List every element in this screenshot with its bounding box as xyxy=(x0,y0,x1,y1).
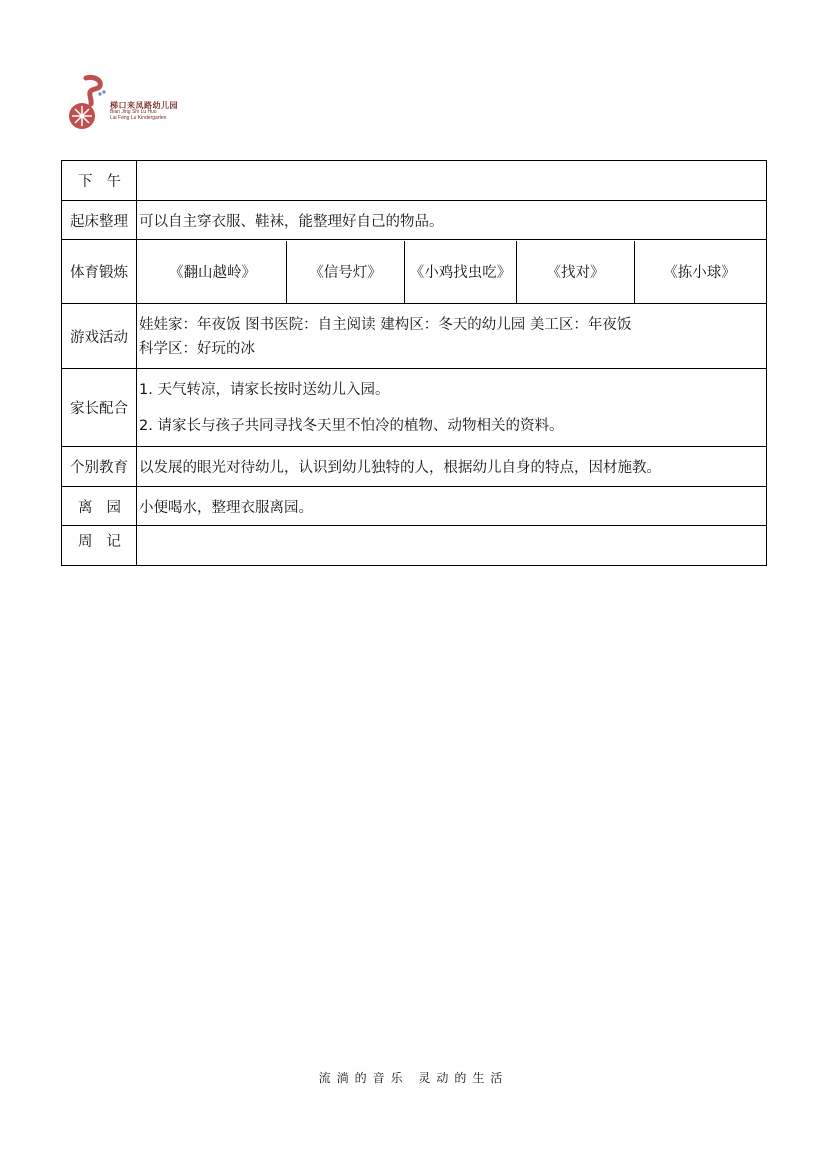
parents-line-2: 2. 请家长与孩子共同寻找冬天里不怕冷的植物、动物相关的资料。 xyxy=(139,417,564,434)
games-line-1: 娃娃家：年夜饭 图书医院：自主阅读 建构区：冬天的幼儿园 美工区：年夜饭 xyxy=(139,317,632,333)
row-leave xyxy=(62,487,767,526)
row-parents xyxy=(62,369,767,447)
pe-item: 《翻山越岭》 xyxy=(169,265,256,281)
wakeup-content: 可以自主穿衣服、鞋袜，能整理好自己的物品。 xyxy=(137,201,767,240)
row-games xyxy=(62,304,767,369)
leave-label: 离园 xyxy=(62,487,137,526)
afternoon-label: 下午 xyxy=(62,161,137,201)
weekly-content xyxy=(137,526,767,566)
logo-emblem-icon xyxy=(64,74,110,132)
wakeup-label: 起床整理 xyxy=(62,201,137,240)
games-line-2: 科学区：好玩的冰 xyxy=(139,341,255,357)
afternoon-content xyxy=(137,161,767,201)
row-wakeup xyxy=(62,201,767,240)
individual-content: 以发展的眼光对待幼儿，认识到幼儿独特的人，根据幼儿自身的特点，因材施教。 xyxy=(137,447,767,487)
pe-item: 《找对》 xyxy=(516,241,634,303)
daily-plan-table xyxy=(61,160,767,566)
logo-name-en-2: Lai Feng Lu Kindergarten xyxy=(110,114,167,121)
games-label: 游戏活动 xyxy=(62,304,137,369)
row-pe xyxy=(62,240,767,304)
leave-content: 小便喝水，整理衣服离园。 xyxy=(137,487,767,526)
pe-activities xyxy=(137,240,767,304)
row-weekly xyxy=(62,526,767,566)
footer-slogan: 流淌的音乐 灵动的生活 xyxy=(318,1071,509,1085)
parents-label: 家长配合 xyxy=(62,369,137,447)
logo-name-en-1: Bian Jing Shi Lu Huo xyxy=(110,109,157,116)
pe-label: 体育锻炼 xyxy=(62,240,137,304)
weekly-label: 周记 xyxy=(62,526,137,566)
pe-item: 《小鸡找虫吃》 xyxy=(404,241,516,303)
individual-label: 个别教育 xyxy=(62,447,137,487)
games-content xyxy=(137,304,767,369)
logo-name-cn: 梯口来凤路幼儿园 xyxy=(110,101,178,110)
pe-item: 《拣小球》 xyxy=(634,241,764,303)
pe-item: 《信号灯》 xyxy=(286,241,404,303)
parents-content xyxy=(137,369,767,447)
row-individual xyxy=(62,447,767,487)
school-logo xyxy=(64,74,184,132)
row-afternoon xyxy=(62,161,767,201)
parents-line-1: 1. 天气转凉，请家长按时送幼儿入园。 xyxy=(139,381,390,398)
